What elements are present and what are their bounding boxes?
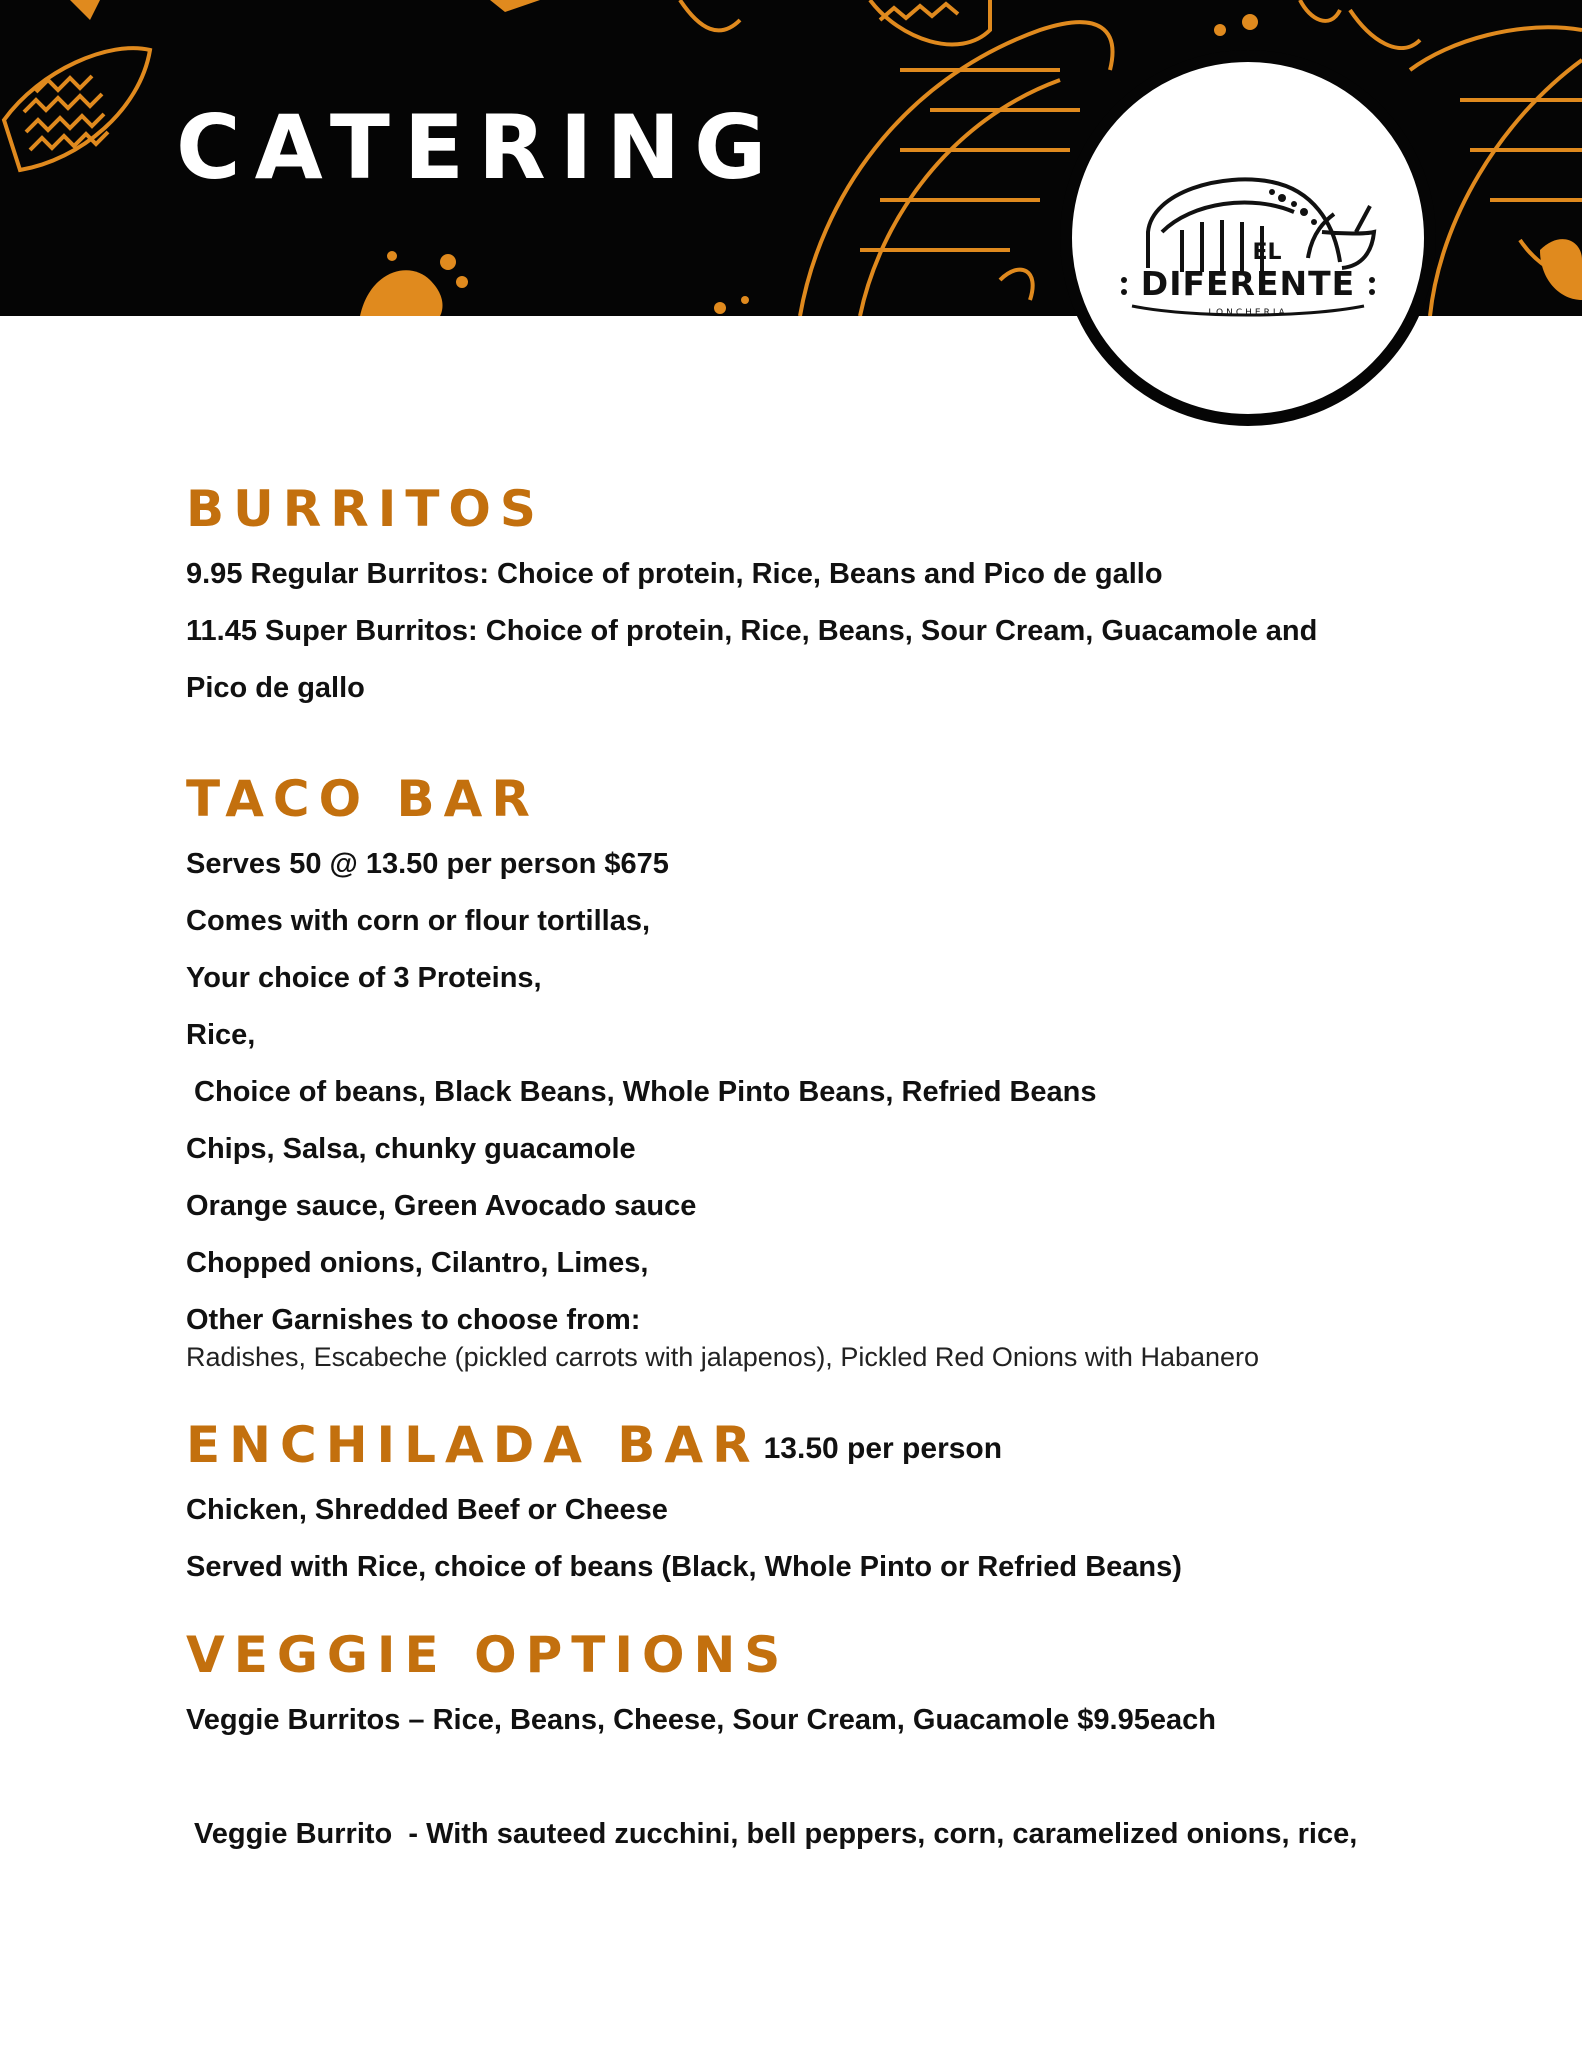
- menu-line: Serves 50 @ 13.50 per person $675: [186, 848, 669, 880]
- menu-line: Rice,: [186, 1019, 256, 1051]
- section-heading-enchilada-bar: [186, 1416, 1003, 1474]
- menu-line: Veggie Burritos – Rice, Beans, Cheese, Sour Cream, Guacamole $9.95each: [186, 1704, 1216, 1736]
- section-heading-burritos: BURRITOS: [186, 480, 545, 538]
- menu-line-garnishes: Radishes, Escabeche (pickled carrots with jalapenos), Pickled Red Onions with Habanero: [186, 1342, 1260, 1372]
- menu-line: Other Garnishes to choose from:: [186, 1304, 641, 1336]
- page-title: CATERING: [176, 96, 781, 199]
- menu-line: Orange sauce, Green Avocado sauce: [186, 1190, 697, 1222]
- menu-line: Veggie Burrito - With sauteed zucchini, bell peppers, corn, caramelized onions, rice,: [186, 1818, 1358, 1850]
- enchilada-bar-title: ENCHILADA BAR: [186, 1416, 760, 1474]
- menu-line: Served with Rice, choice of beans (Black, Whole Pinto or Refried Beans): [186, 1551, 1182, 1583]
- logo-el-text: EL: [1252, 240, 1282, 265]
- section-heading-veggie-options: VEGGIE OPTIONS: [186, 1626, 790, 1684]
- menu-line: Chopped onions, Cilantro, Limes,: [186, 1247, 649, 1279]
- taco-bowl-icon: [1072, 62, 1424, 414]
- menu-line: Pico de gallo: [186, 672, 365, 704]
- menu-line: 9.95 Regular Burritos: Choice of protein, Rice, Beans and Pico de gallo: [186, 558, 1163, 590]
- menu-line: Chicken, Shredded Beef or Cheese: [186, 1494, 668, 1526]
- enchilada-bar-price: 13.50 per person: [763, 1432, 1003, 1465]
- menu-line: Your choice of 3 Proteins,: [186, 962, 542, 994]
- menu-line: Chips, Salsa, chunky guacamole: [186, 1133, 636, 1165]
- menu-line: 11.45 Super Burritos: Choice of protein, Rice, Beans, Sour Cream, Guacamole and: [186, 615, 1318, 647]
- menu-line: Comes with corn or flour tortillas,: [186, 905, 651, 937]
- logo-name-text: DIFERENTE: [1140, 264, 1356, 303]
- restaurant-logo: [1060, 50, 1436, 426]
- menu-line: Choice of beans, Black Beans, Whole Pinto Beans, Refried Beans: [186, 1076, 1097, 1108]
- logo-sub-text: LONCHERIA: [1208, 308, 1288, 318]
- section-heading-taco-bar: TACO BAR: [186, 770, 539, 828]
